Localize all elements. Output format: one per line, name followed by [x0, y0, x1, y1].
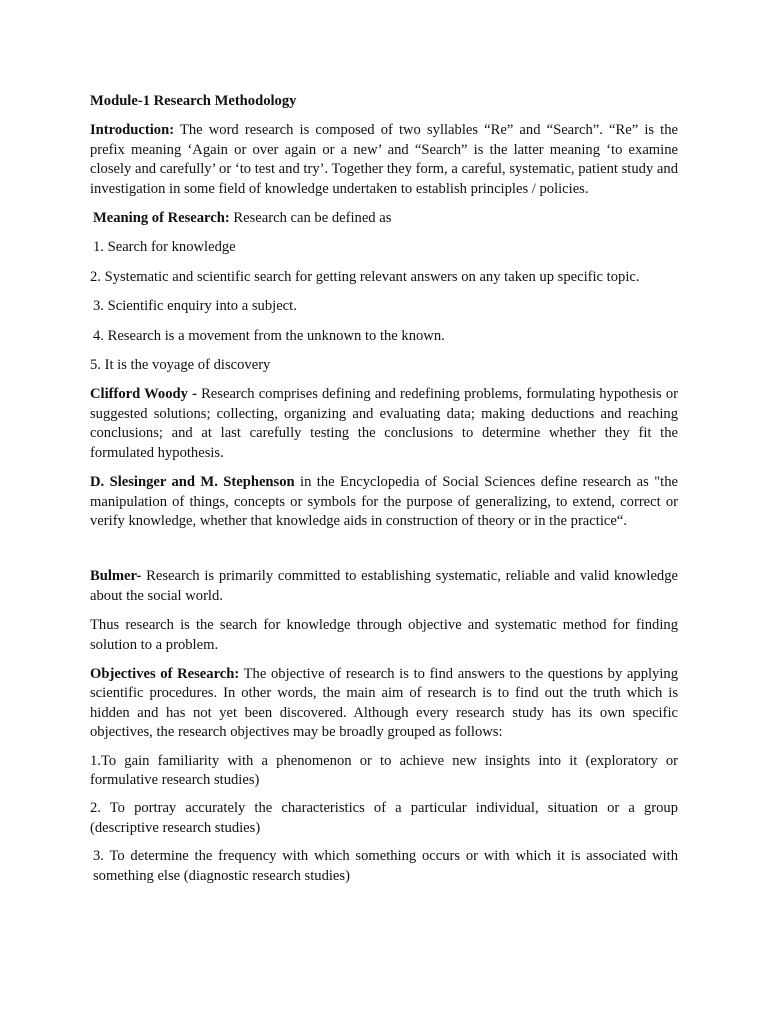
bulmer-text: Research is primarily committed to establishing systematic, reliable and valid knowledge about the social world.: [90, 568, 678, 604]
bulmer-paragraph: [90, 567, 678, 606]
bulmer-heading: Bulmer-: [90, 568, 142, 585]
meaning-item: 2. Systematic and scientific search for getting relevant answers on any taken up specific topic.: [90, 268, 640, 285]
introduction-paragraph: [90, 121, 678, 199]
woody-text: Research comprises defining and redefining problems, formulating hypothesis or suggested solutions; collecting, organizing and evaluating data; making deductions and reaching conclusions; and at last carefully testing the conclusions to determine whether they fit the formulated hypothesis.: [90, 386, 678, 461]
meaning-item: 5. It is the voyage of discovery: [90, 357, 271, 374]
introduction-heading: Introduction:: [90, 122, 175, 139]
meaning-item: 4. Research is a movement from the unknown to the known.: [93, 327, 445, 344]
meaning-item: 1. Search for knowledge: [93, 239, 236, 256]
objective-item: 2. To portray accurately the characteristics of a particular individual, situation or a group (descriptive research studies): [90, 800, 678, 836]
objectives-paragraph: [90, 665, 678, 743]
meaning-item: 3. Scientific enquiry into a subject.: [93, 298, 297, 315]
meaning-heading: Meaning of Research:: [93, 210, 230, 227]
document-page: [90, 92, 678, 886]
blank-gap: [90, 531, 678, 567]
slesinger-paragraph: [90, 473, 678, 531]
slesinger-heading: D. Slesinger and M. Stephenson: [90, 474, 295, 491]
woody-heading: Clifford Woody -: [90, 386, 202, 403]
objectives-heading: Objectives of Research:: [90, 665, 240, 682]
meaning-text: Research can be defined as: [229, 210, 392, 227]
objectives-text: The objective of research is to find answers to the questions by applying scientific procedures. In other words, the main aim of research is to find out the truth which is hidden and has not yet been discovered. Although every research study has its own specific objectives, the research objectives may be broadly grouped as follows:: [90, 665, 678, 741]
meaning-paragraph: [90, 209, 678, 228]
introduction-text: The word research is composed of two syllables “Re” and “Search”. “Re” is the prefix meaning ‘Again or over again or a new’ and “Search” is the latter meaning ‘to examine closely and carefully’ or ‘to test and try’. Together they form, a careful, systematic, patient study and investigation in some field of knowledge undertaken to establish principles / policies.: [90, 122, 678, 197]
objective-item: 1.To gain familiarity with a phenomenon or to achieve new insights into it (exploratory or formulative research studies): [90, 752, 678, 788]
woody-paragraph: [90, 385, 678, 463]
objective-item: 3. To determine the frequency with which something occurs or with which it is associated with something else (diagnostic research studies): [93, 848, 678, 884]
thus-paragraph: Thus research is the search for knowledge through objective and systematic method for finding solution to a problem.: [90, 617, 678, 653]
document-title: Module-1 Research Methodology: [90, 93, 297, 109]
slesinger-text: in the Encyclopedia of Social Sciences define research as "the manipulation of things, concepts or symbols for the purpose of generalizing, to extend, correct or verify knowledge, whether that knowledge aids in construction of theory or in the practice“.: [90, 474, 678, 529]
